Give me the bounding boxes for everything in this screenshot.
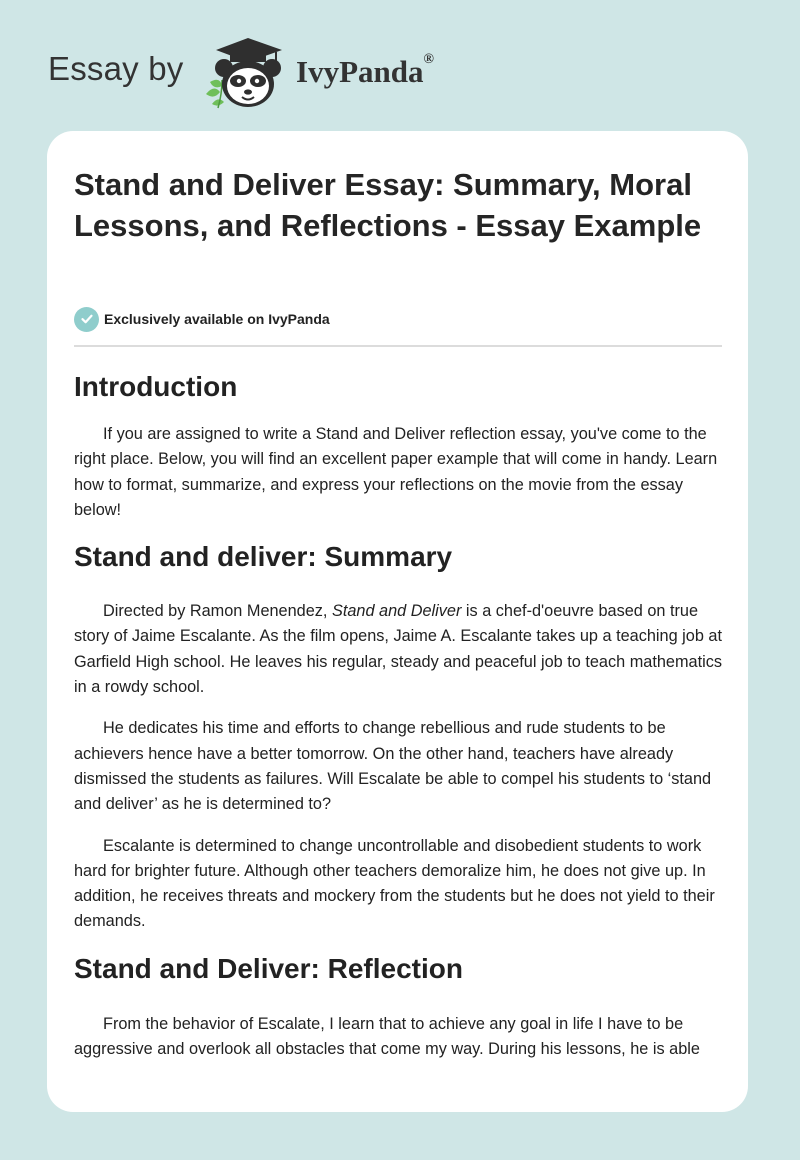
section-heading-introduction: Introduction [74, 371, 238, 402]
essay-body [74, 363, 722, 1062]
paragraph-summary-1: Directed by Ramon Menendez, Stand and Deliver is a chef-d'oeuvre based on true story of Jaime Escalante. As the film opens, Jaime A. Escalante takes up a teaching job at Garfield High school. He leaves his regular, steady and peaceful job to teach mathematics in a rowdy school. [74, 602, 722, 697]
paragraph-reflection-1: From the behavior of Escalate, I learn that to achieve any goal in life I have to be aggressive and overlook all obstacles that come my way. During his lessons, he is able [74, 1014, 700, 1059]
site-header [0, 0, 800, 130]
page-title: Stand and Deliver Essay: Summary, Moral Lessons, and Reflections - Essay Example [74, 167, 702, 243]
brand-prefix: Essay by [48, 50, 184, 87]
paragraph-summary-2: He dedicates his time and efforts to change rebellious and rude students to be achievers hence have a better tomorrow. On the other hand, teachers have already dismissed the students as failures. Will Escalate be able to compel his students to ‘stand and deliver’ as he is determined to? [74, 719, 712, 814]
brand-name[interactable]: IvyPanda® [296, 52, 434, 89]
panda-graduate-logo-icon[interactable] [200, 34, 292, 110]
paragraph-summary-3: Escalante is determined to change uncontrollable and disobedient students to work hard for brighter future. Although other teachers demoralize him, he does not give up. In addition, he receives threats and mockery from the students but he does not yield to their demands. [74, 836, 715, 931]
check-icon [74, 307, 99, 332]
film-title-italic: Stand and Deliver [331, 602, 462, 621]
exclusive-badge [74, 305, 330, 333]
divider [74, 345, 722, 347]
registered-mark: ® [423, 52, 434, 67]
essay-card [47, 131, 748, 1112]
paragraph-introduction: If you are assigned to write a Stand and Deliver reflection essay, you've come to the right place. Below, you will find an excellent paper example that will come in handy. Learn how to format, summarize, and express your reflections on the movie from the essay below! [74, 425, 718, 519]
section-heading-summary: Stand and deliver: Summary [74, 541, 453, 573]
exclusive-label: Exclusively available on IvyPanda [104, 311, 330, 327]
section-heading-reflection: Stand and Deliver: Reflection [74, 952, 463, 984]
